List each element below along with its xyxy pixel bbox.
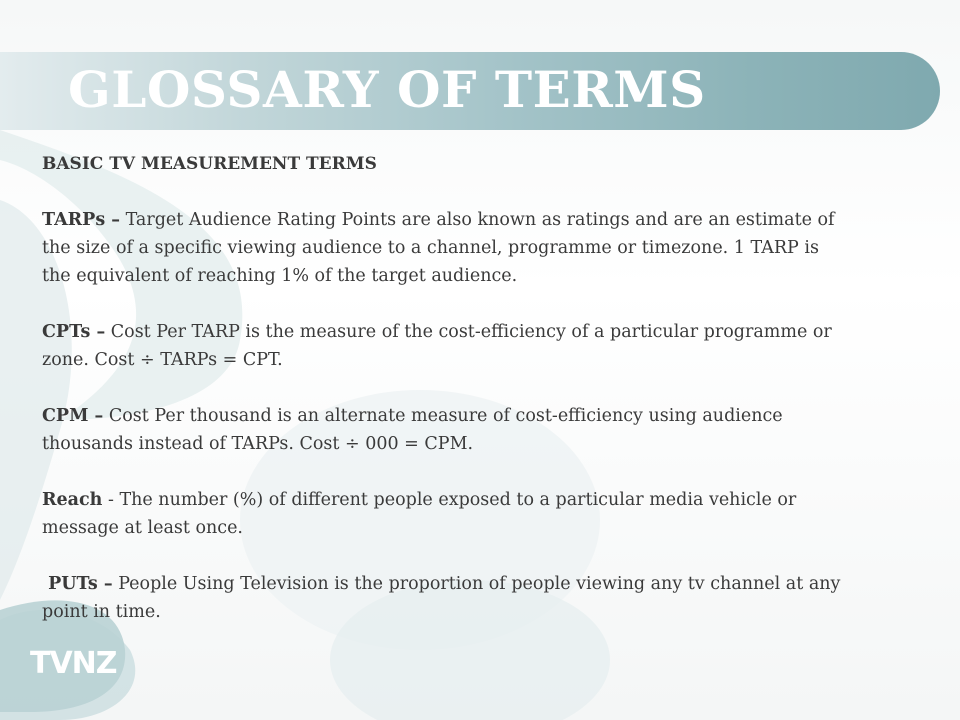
term-label: CPM – (42, 406, 104, 426)
page-title: GLOSSARY OF TERMS (68, 60, 706, 119)
term-definition: Cost Per TARP is the measure of the cost-efficiency of a particular programme or zone. Cost ÷ TARPs = CPT. (42, 322, 832, 370)
term-label: Reach (42, 490, 103, 510)
term-definition: Target Audience Rating Points are also known as ratings and are an estimate of the size of a specific viewing audience to a channel, programme or timezone. 1 TARP is the equivalent of reaching 1% of the target audience. (42, 210, 835, 286)
glossary-entry-tarps (42, 206, 842, 290)
glossary-entry-puts (42, 570, 842, 626)
glossary-entry-reach (42, 486, 842, 542)
term-definition: - The number (%) of different people exposed to a particular media vehicle or message at least once. (42, 490, 797, 538)
tvnz-logo: TVNZ (30, 646, 117, 681)
section-heading: BASIC TV MEASUREMENT TERMS (42, 154, 377, 174)
term-definition: People Using Television is the proportion of people viewing any tv channel at any point in time. (42, 574, 841, 622)
glossary-entry-cpm (42, 402, 842, 458)
term-definition: Cost Per thousand is an alternate measure of cost-efficiency using audience thousands instead of TARPs. Cost ÷ 000 = CPM. (42, 406, 783, 454)
glossary-entry-cpts (42, 318, 842, 374)
glossary-content (42, 150, 842, 654)
term-label: TARPs – (42, 210, 121, 230)
term-label: CPTs – (42, 322, 106, 342)
term-label: PUTs – (42, 574, 113, 594)
